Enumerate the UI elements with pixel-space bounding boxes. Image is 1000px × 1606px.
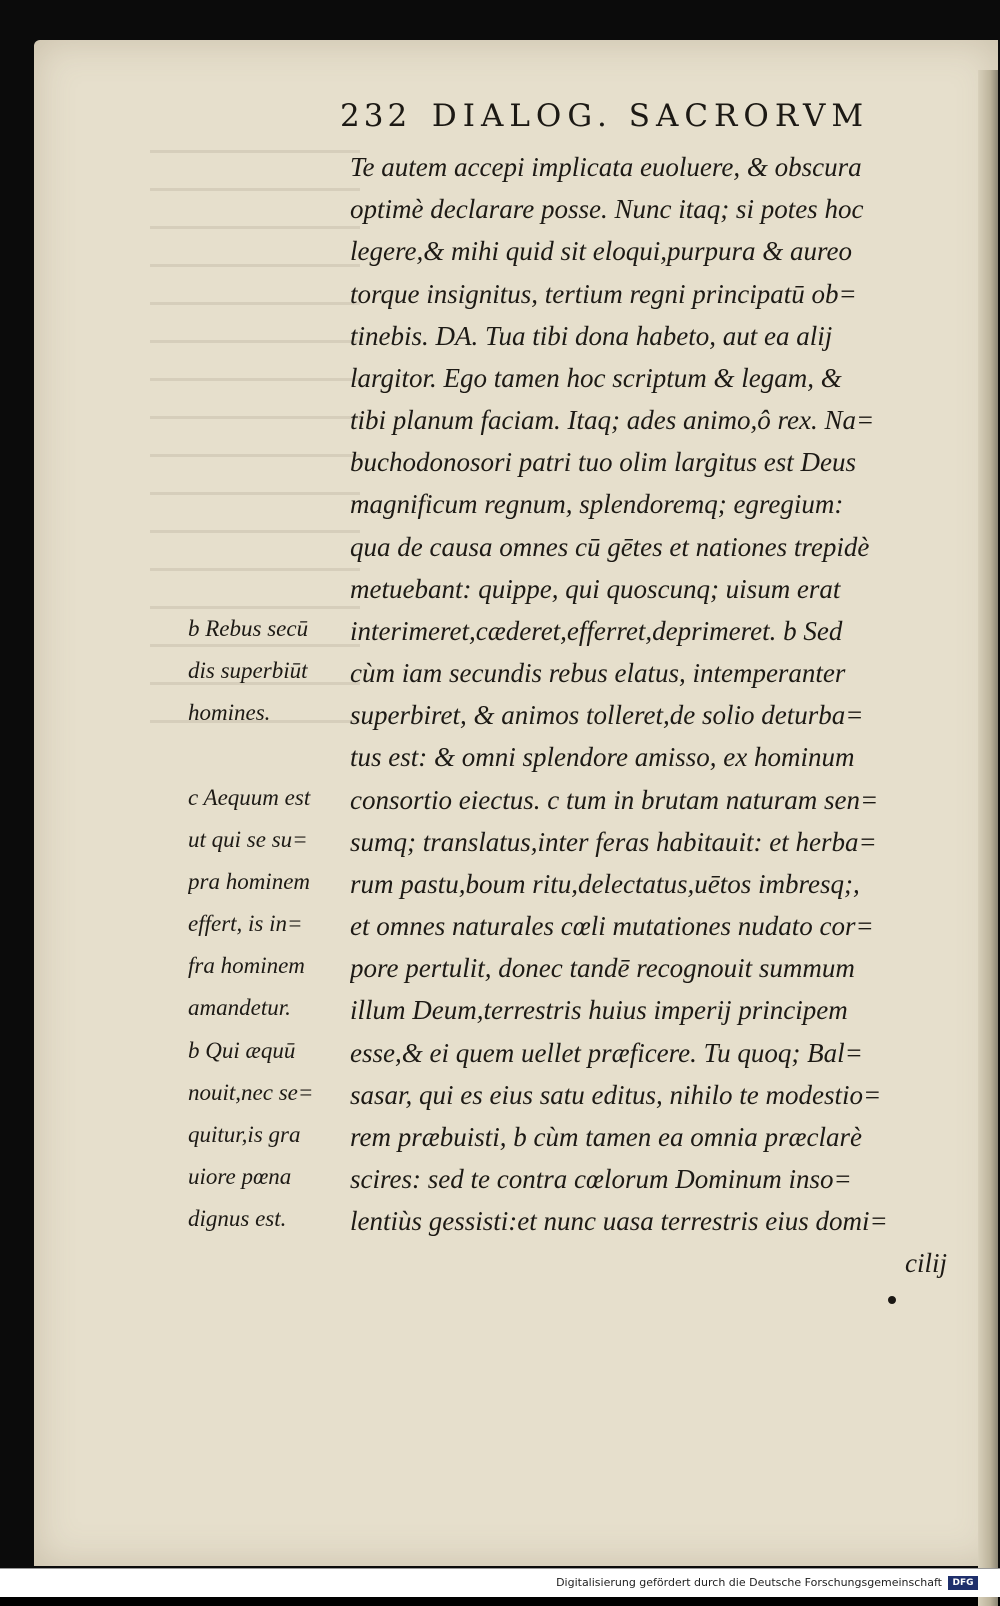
text-line: legere,& mihi quid sit eloqui,purpura & aureo <box>350 236 852 266</box>
running-header <box>340 98 900 138</box>
funding-credit: Digitalisierung gefördert durch die Deutsche Forschungsgemeinschaft <box>556 1576 942 1589</box>
text-line: metuebant: quippe, qui quoscunq; uisum erat <box>350 574 841 604</box>
text-line: consortio eiectus. c tum in brutam naturam sen= <box>350 785 879 815</box>
text-line: illum Deum,terrestris huius imperij principem <box>350 995 848 1025</box>
text-line: interimeret,cæderet,efferret,deprimeret. b Sed <box>350 616 843 646</box>
text-line: cùm iam secundis rebus elatus, intemperanter <box>350 658 846 688</box>
margin-note-line: b Qui æquū <box>188 1038 296 1063</box>
margin-note-line: effert, is in= <box>188 911 303 936</box>
margin-note-line: uiore pœna <box>188 1164 292 1189</box>
text-line: tinebis. DA. Tua tibi dona habeto, aut ea alij <box>350 321 833 351</box>
margin-note-line: fra hominem <box>188 953 305 978</box>
text-line: torque insignitus, tertium regni principatū ob= <box>350 279 857 309</box>
page-edge <box>978 70 998 1606</box>
text-line: esse,& ei quem uellet præficere. Tu quoq; Bal= <box>350 1038 863 1068</box>
text-line: pore pertulit, donec tandē recognouit summum <box>350 953 855 983</box>
footer-bar <box>0 1568 1000 1597</box>
text-line: optimè declarare posse. Nunc itaq; si potes hoc <box>350 194 864 224</box>
margin-note-line: amandetur. <box>188 995 291 1020</box>
margin-note-line: dis superbiūt <box>188 658 308 683</box>
text-line: buchodonosori patri tuo olim largitus est Deus <box>350 447 857 477</box>
ink-dot <box>888 1296 896 1304</box>
margin-note-line: ut qui se su= <box>188 827 308 852</box>
dfg-logo: DFG <box>948 1576 978 1590</box>
text-line: rem præbuisti, b cùm tamen ea omnia præclarè <box>350 1122 862 1152</box>
text-line: qua de causa omnes cū gētes et nationes trepidè <box>350 532 870 562</box>
text-line: largitor. Ego tamen hoc scriptum & legam, & <box>350 363 842 393</box>
text-line: et omnes naturales cœli mutationes nudato cor= <box>350 911 874 941</box>
text-line: superbiret, & animos tolleret,de solio deturba= <box>350 700 864 730</box>
text-line: rum pastu,boum ritu,delectatus,uētos imbresq;, <box>350 869 860 899</box>
text-line: sumq; translatus,inter feras habitauit: et herba= <box>350 827 877 857</box>
text-line: sasar, qui es eius satu editus, nihilo te modestio= <box>350 1080 882 1110</box>
text-line: cilij <box>905 1248 947 1278</box>
text-line: tus est: & omni splendore amisso, ex hominum <box>350 742 855 772</box>
text-line: lentiùs gessisti:et nunc uasa terrestris eius domi= <box>350 1206 888 1236</box>
margin-note-line: c Aequum est <box>188 785 311 810</box>
text-line: magnificum regnum, splendoremq; egregium: <box>350 489 844 519</box>
running-title: DIALOG. SACRORVM <box>431 98 870 134</box>
margin-note-line: homines. <box>188 700 271 725</box>
page-number: 232 <box>340 98 412 134</box>
margin-note-line: dignus est. <box>188 1206 287 1231</box>
text-line: tibi planum faciam. Itaq; ades animo,ô rex. Na= <box>350 405 875 435</box>
margin-note-line: quitur,is gra <box>188 1122 301 1147</box>
text-line: Te autem accepi implicata euoluere, & obscura <box>350 152 862 182</box>
margin-note-line: nouit,nec se= <box>188 1080 314 1105</box>
margin-note-line: b Rebus secū <box>188 616 309 641</box>
margin-note-line: pra hominem <box>188 869 311 894</box>
text-line: scires: sed te contra cœlorum Dominum inso= <box>350 1164 852 1194</box>
